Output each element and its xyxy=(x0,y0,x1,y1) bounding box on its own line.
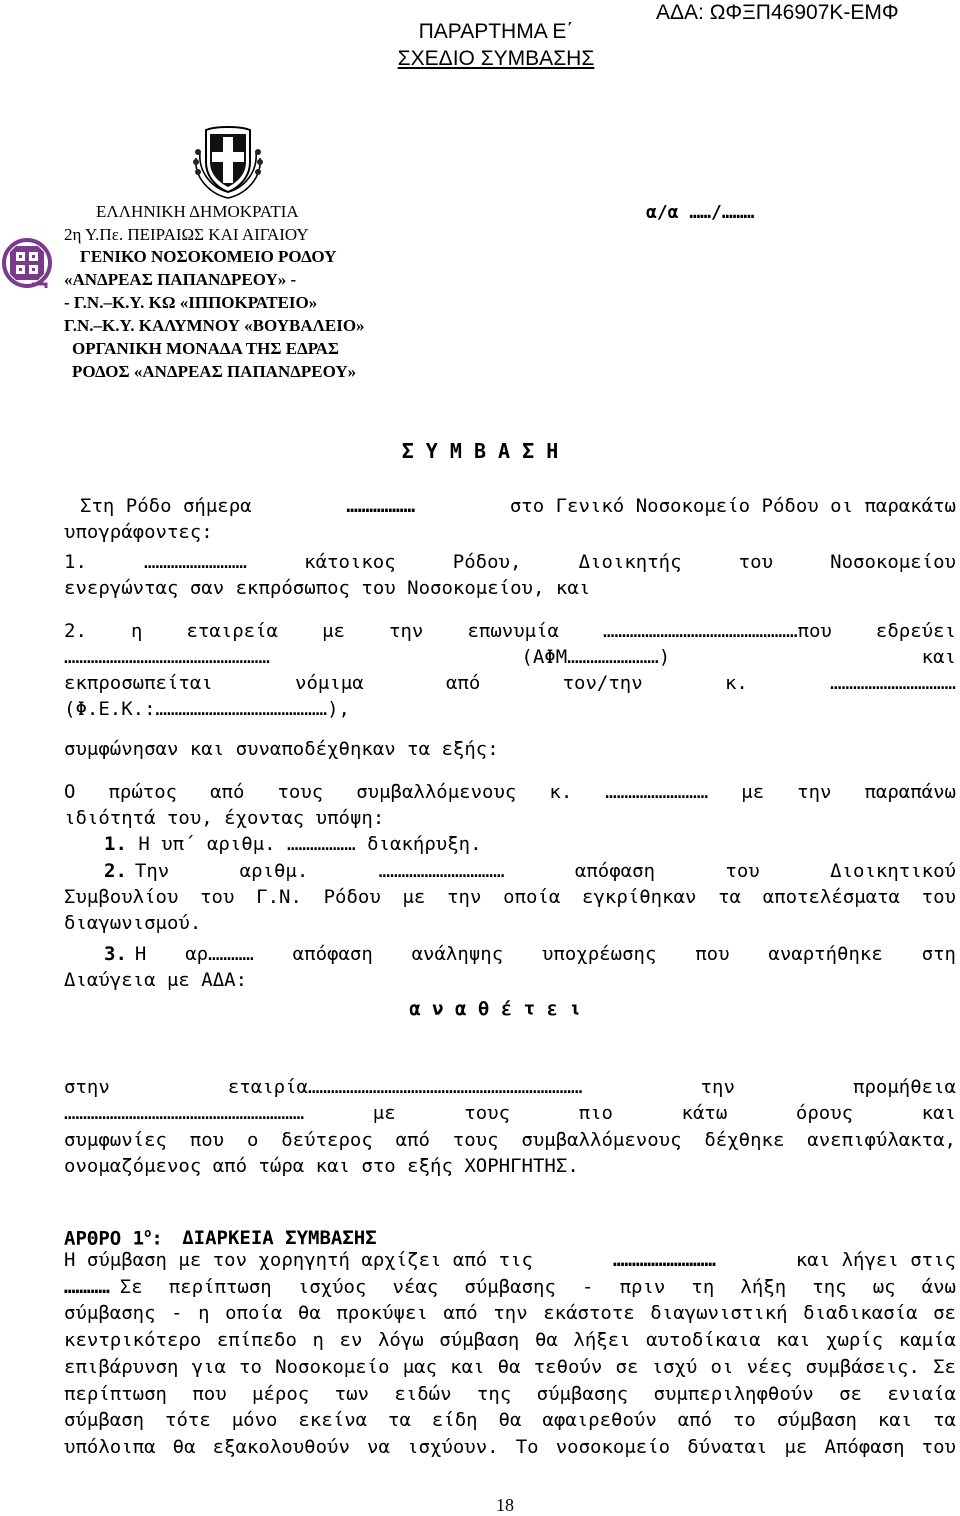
article-1-line-7: σύμβαση τότε μόνο εκείνα τα είδη θα αφαιρεθούν από το σύμβαση και τα xyxy=(64,1409,956,1431)
body-line-18: στην εταιρία……………………………………………………………… την προμήθεια xyxy=(64,1076,956,1098)
article-1-line-3: σύμβασης - η οποία θα προκύψει από την εκάστοτε διαγωνιστική διαδικασία σε xyxy=(64,1302,956,1324)
body-line-1-c: στο Γενικό Νοσοκομείο Ρόδου οι παρακάτω xyxy=(509,495,956,517)
body-line-1 xyxy=(80,494,956,518)
header-line-4: «ΑΝΔΡΕΑΣ ΠΑΠΑΝΔΡΕΟΥ» - xyxy=(64,270,297,289)
annex-title xyxy=(380,18,612,72)
body-line-17: Διαύγεια με ΑΔΑ: xyxy=(64,969,248,991)
body-line-5: 2. η εταιρεία με την επωνυμία ……………………………………………που εδρεύει xyxy=(64,620,956,642)
header-line-7: ΟΡΓΑΝΙΚΗ ΜΟΝΑΔΑ ΤΗΣ ΕΔΡΑΣ xyxy=(72,339,340,358)
considerations-item-2 xyxy=(104,859,956,883)
body-line-2: υπογράφοντες: xyxy=(64,521,213,543)
header-line-2: 2η Υ.Πε. ΠΕΙΡΑΙΩΣ ΚΑΙ ΑΙΓΑΙΟΥ xyxy=(64,225,309,244)
body-line-14: Συμβουλίου του Γ.Ν. Ρόδου με την οποία εγκρίθηκαν τα αποτελέσματα του xyxy=(64,886,956,908)
header-line-8: ΡΟΔΟΣ «ΑΝΔΡΕΑΣ ΠΑΠΑΝΔΡΕΟΥ» xyxy=(72,362,357,381)
assigns-heading: α ν α θ έ τ ε ι xyxy=(409,998,581,1020)
article-1-line-4: κεντρικότερο επίπεδο η εν λόγω σύμβαση θα λήξει αυτοδίκαια και χωρίς καμία xyxy=(64,1329,956,1351)
body-line-8: (Φ.Ε.Κ.:………………………………………), xyxy=(64,698,350,720)
item-1-text: Η υπ΄ αριθμ. ……………… διακήρυξη. xyxy=(138,833,482,855)
article-1-title: ΔΙΑΡΚΕΙΑ ΣΥΜΒΑΣΗΣ xyxy=(182,1227,377,1245)
greek-emblem-icon xyxy=(190,122,266,200)
header-line-1: ΕΛΛΗΝΙΚΗ ΔΗΜΟΚΡΑΤΙΑ xyxy=(96,202,299,221)
article-1-label: ΑΡΘΡΟ 1 xyxy=(64,1227,145,1245)
article-1-end-blank: ………… xyxy=(64,1276,110,1298)
body-line-15: διαγωνισμού. xyxy=(64,912,202,934)
article-1-colon: : xyxy=(151,1227,163,1245)
annex-title-line1: ΠΑΡΑΡΤΗΜΑ Ε΄ xyxy=(418,20,574,43)
body-line-19: ……………………………………………………… με τους πιο κάτω όρους και xyxy=(64,1102,956,1124)
article-1-ordinal: ο xyxy=(144,1226,152,1240)
body-line-9: συμφώνησαν και συναποδέχθηκαν τα εξής: xyxy=(64,738,499,760)
body-line-11: ιδιότητά του, έχοντας υπόψη: xyxy=(64,807,385,829)
article-1-start-blank: ……………………… xyxy=(612,1249,716,1271)
body-line-6: ……………………………………………… (ΑΦΜ……………………) και xyxy=(64,646,956,668)
article-1-line-2 xyxy=(64,1275,956,1299)
hospital-logo-icon xyxy=(2,236,52,290)
body-line-7: εκπροσωπείται νόμιμα από τον/την κ. …………………………… xyxy=(64,672,956,694)
article-1-line-8: υπόλοιπα θα εξακολουθούν να ισχύουν. Το νοσοκομείο δύναται με Απόφαση του xyxy=(64,1436,956,1458)
header-line-3: ΓΕΝΙΚΟ ΝΟΣΟΚΟΜΕΙΟ ΡΟΔΟΥ xyxy=(80,247,337,266)
body-line-1-a: Στη Ρόδο σήμερα xyxy=(80,495,252,517)
article-1-line-6: περίπτωση που μέρος των ειδών της σύμβασης συμπεριληφθούν σε ενιαία xyxy=(64,1383,956,1405)
considerations-item-1 xyxy=(104,832,956,856)
body-line-20: συμφωνίες που ο δεύτερος από τους συμβαλλόμενους δέχθηκε ανεπιφύλακτα, xyxy=(64,1129,956,1151)
considerations-item-3 xyxy=(104,942,956,966)
article-1-line-1-a: Η σύμβαση με τον χορηγητή αρχίζει από τις xyxy=(64,1249,533,1271)
article-1-line-5: επιβάρυνση για το Νοσοκομείο μας και θα τεθούν σε ισχύ οι νέες συμβάσεις. Σε xyxy=(64,1356,956,1378)
item-1-number: 1. xyxy=(104,833,127,855)
body-date-blank: ……………… xyxy=(346,495,416,517)
ada-code: ΑΔΑ: ΩΦΞΠ46907Κ-ΕΜΦ xyxy=(656,1,899,24)
body-line-21: ονομαζόμενος από τώρα και στο εξής ΧΟΡΗΓΗΤΗΣ. xyxy=(64,1155,579,1177)
article-1-heading xyxy=(64,1221,956,1245)
header-line-5: - Γ.Ν.–Κ.Υ. ΚΩ «ΙΠΠΟΚΡΑΤΕΙΟ» xyxy=(64,293,318,312)
item-2-text: Την αριθμ. …………………………… απόφαση του Διοικητικού xyxy=(134,860,956,882)
article-1-line-2-b: Σε περίπτωση ισχύος νέας σύμβασης - πριν τη λήξη της ως άνω xyxy=(119,1276,956,1298)
annex-title-line2: ΣΧΕΔΙΟ ΣΥΜΒΑΣΗΣ xyxy=(397,47,595,70)
contract-title: Σ Υ Μ Β Α Σ Η xyxy=(401,439,559,463)
body-line-3: 1. ……………………… κάτοικος Ρόδου, Διοικητής του Νοσοκομείου xyxy=(64,551,956,573)
reference-number: α/α ……/……… xyxy=(646,202,755,223)
header-line-6: Γ.Ν.–Κ.Υ. ΚΑΛΥΜΝΟΥ «ΒΟΥΒΑΛΕΙΟ» xyxy=(64,316,365,335)
body-line-4: ενεργώντας σαν εκπρόσωπος του Νοσοκομείου, και xyxy=(64,577,591,599)
page-number: 18 xyxy=(496,1495,514,1515)
body-line-10: Ο πρώτος από τους συμβαλλόμενους κ. ……………………… με την παραπάνω xyxy=(64,781,956,803)
item-3-text: Η αρ………… απόφαση ανάληψης υποχρέωσης που αναρτήθηκε στη xyxy=(134,943,956,965)
item-2-number: 2. xyxy=(104,860,127,882)
article-1-line-1 xyxy=(64,1248,956,1272)
item-3-number: 3. xyxy=(104,943,127,965)
article-1-line-1-c: και λήγει στις xyxy=(795,1249,956,1271)
